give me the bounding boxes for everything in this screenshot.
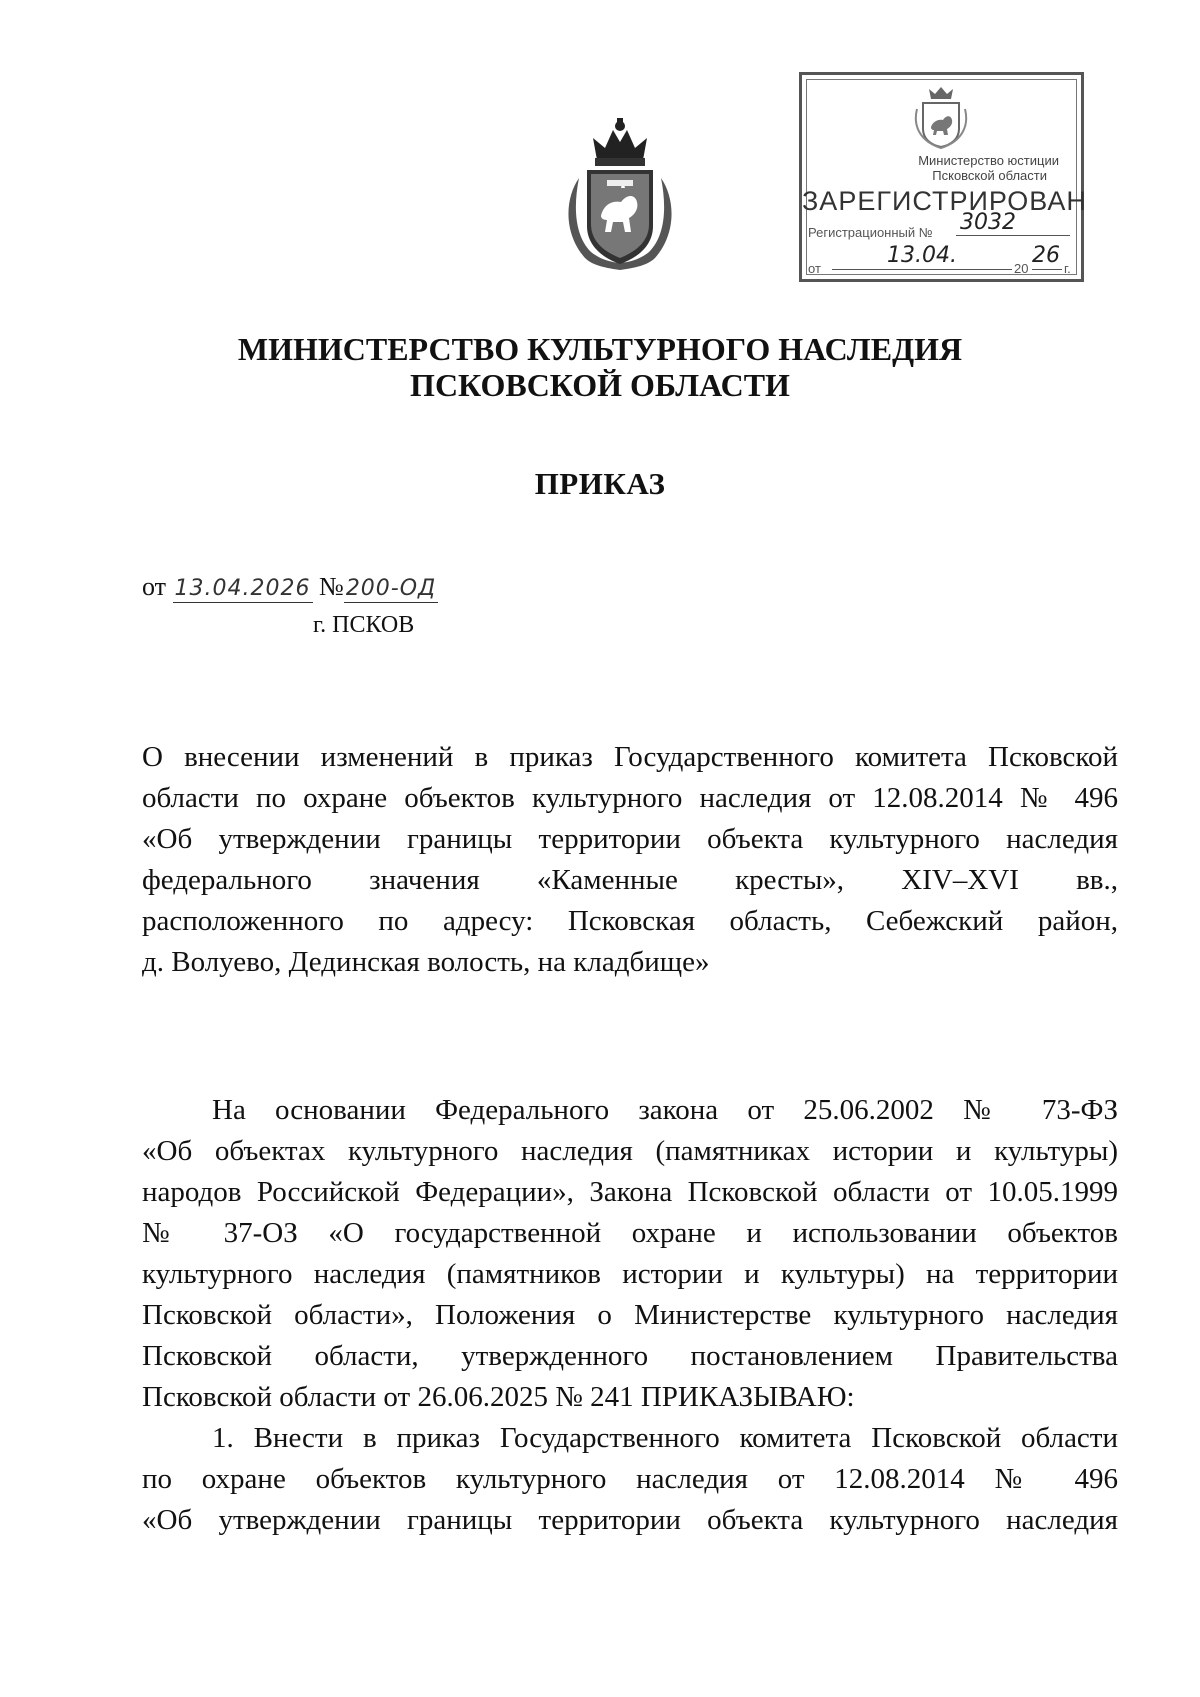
stamp-reg-number: 3032 bbox=[956, 211, 1070, 236]
ministry-title-line1: МИНИСТЕРСТВО КУЛЬТУРНОГО НАСЛЕДИЯ bbox=[237, 331, 963, 367]
stamp-coat-of-arms-icon bbox=[913, 85, 969, 149]
order-date-number bbox=[142, 572, 438, 603]
ministry-title-line2: ПСКОВСКОЙ ОБЛАСТИ bbox=[410, 367, 790, 403]
stamp-year-prefix: 20 bbox=[1014, 261, 1029, 276]
item-1-line: «Об утверждении границы территории объекта культурного наследия bbox=[142, 1504, 1118, 1536]
item-1-line: по охране объектов культурного наследия от 12.08.2014 № 496 bbox=[142, 1463, 1118, 1495]
body-line: Псковской области», Положения о Министерстве культурного наследия bbox=[142, 1299, 1118, 1331]
order-subject bbox=[142, 737, 1118, 983]
subject-line: О внесении изменений в приказ Государственного комитета Псковской bbox=[142, 741, 1118, 773]
order-date-prefix: от bbox=[142, 572, 167, 601]
stamp-status: ЗАРЕГИСТРИРОВАН bbox=[802, 186, 1087, 216]
body-line: № 37-ОЗ «О государственной охране и использовании объектов bbox=[142, 1217, 1118, 1249]
body-line: народов Российской Федерации», Закона Псковской области от 10.05.1999 bbox=[142, 1176, 1118, 1208]
subject-line: «Об утверждении границы территории объекта культурного наследия bbox=[142, 823, 1118, 855]
item-1-line: 1. Внести в приказ Государственного комитета Псковской области bbox=[212, 1422, 1118, 1454]
subject-line: д. Волуево, Дединская волость, на кладбище» bbox=[142, 946, 710, 978]
body-line: На основании Федерального закона от 25.06.2002 № 73-ФЗ bbox=[212, 1094, 1118, 1126]
stamp-org-line1: Министерство юстиции bbox=[918, 153, 1059, 168]
body-line: культурного наследия (памятников истории и культуры) на территории bbox=[142, 1258, 1118, 1290]
stamp-year-value: 26 bbox=[1032, 243, 1060, 268]
body-line: «Об объектах культурного наследия (памятниках истории и культуры) bbox=[142, 1135, 1118, 1167]
document-type: ПРИКАЗ bbox=[534, 466, 666, 501]
stamp-date-value: 13.04. bbox=[832, 243, 1012, 270]
registration-stamp bbox=[799, 72, 1087, 282]
subject-line: области по охране объектов культурного наследия от 12.08.2014 № 496 bbox=[142, 782, 1118, 814]
order-number-prefix: № bbox=[319, 572, 344, 601]
stamp-org-line2: Псковской области bbox=[932, 168, 1047, 183]
body-line: Псковской области от 26.06.2025 № 241 ПРИКАЗЫВАЮ: bbox=[142, 1381, 855, 1413]
stamp-date-prefix: от bbox=[808, 261, 821, 276]
body-line: Псковской области, утвержденного постановлением Правительства bbox=[142, 1340, 1118, 1372]
order-date-value: 13.04.2026 bbox=[174, 576, 311, 601]
subject-line: федерального значения «Каменные кресты», XIV–XVI вв., bbox=[142, 864, 1118, 896]
order-body bbox=[142, 1090, 1118, 1541]
subject-line: расположенного по адресу: Псковская область, Себежский район, bbox=[142, 905, 1118, 937]
order-city: г. ПСКОВ bbox=[313, 612, 415, 638]
stamp-year-end: г. bbox=[1064, 261, 1071, 276]
order-number-value: 200-ОД bbox=[345, 576, 437, 601]
stamp-registration-row bbox=[808, 210, 1068, 240]
stamp-date-row bbox=[808, 243, 1078, 276]
pskov-coat-of-arms-icon bbox=[563, 118, 677, 270]
stamp-reg-label: Регистрационный № bbox=[808, 225, 933, 240]
